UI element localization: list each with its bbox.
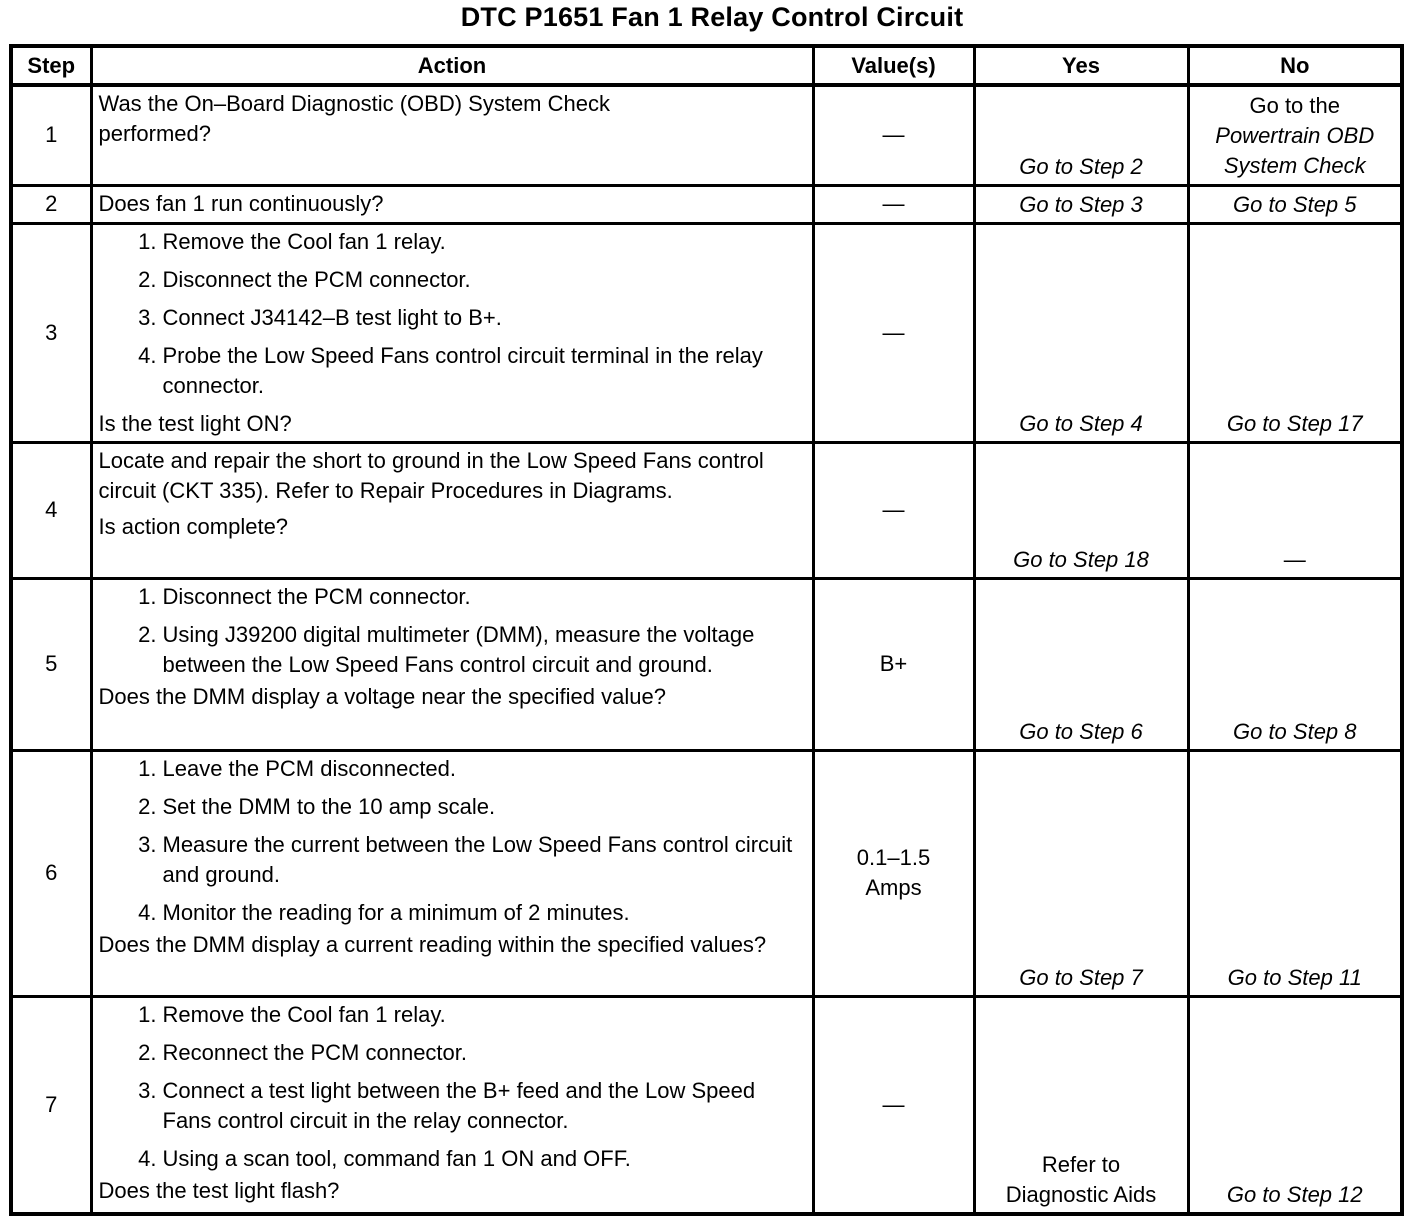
action-cell <box>91 996 813 1214</box>
value-cell: — <box>813 223 974 442</box>
header-step: Step <box>11 46 91 85</box>
action-cell <box>91 442 813 578</box>
list-item: 2. Disconnect the PCM connector. <box>138 266 471 292</box>
table-row <box>11 185 1402 223</box>
yes-cell: Go to Step 7 <box>974 750 1188 996</box>
yes-cell: Go to Step 18 <box>974 442 1188 578</box>
action-cell <box>91 578 813 750</box>
step-number: 5 <box>11 578 91 750</box>
no-cell: — <box>1188 442 1402 578</box>
action-steps <box>99 1000 806 1174</box>
value-cell: — <box>813 442 974 578</box>
table-row <box>11 85 1402 185</box>
action-cell <box>91 750 813 996</box>
list-item: 2. Set the DMM to the 10 amp scale. <box>138 793 496 819</box>
list-item: 4. Monitor the reading for a minimum of 2 minutes. <box>138 899 630 925</box>
no-cell: Go to Step 5 <box>1188 185 1402 223</box>
action-steps <box>99 227 806 401</box>
yes-cell: Refer to Diagnostic Aids <box>974 996 1188 1214</box>
value-cell: B+ <box>813 578 974 750</box>
action-cell <box>91 223 813 442</box>
action-cell <box>91 185 813 223</box>
list-item: 1. Leave the PCM disconnected. <box>138 755 457 781</box>
list-item: 2. Using J39200 digital multimeter (DMM), measure the voltage between the Low Speed Fans control circuit and ground. <box>138 621 755 677</box>
value-cell: — <box>813 996 974 1214</box>
list-item: 3. Connect a test light between the B+ feed and the Low Speed Fans control circuit in the relay connector. <box>138 1077 756 1133</box>
header-yes: Yes <box>974 46 1188 85</box>
header-values: Value(s) <box>813 46 974 85</box>
table-row <box>11 578 1402 750</box>
list-item: 3. Connect J34142–B test light to B+. <box>138 304 502 330</box>
action-question: Does the DMM display a voltage near the specified value? <box>98 683 666 709</box>
table-row <box>11 223 1402 442</box>
step-number: 3 <box>11 223 91 442</box>
header-row <box>11 46 1402 85</box>
action-question: Is action complete? <box>98 513 289 539</box>
yes-cell: Go to Step 4 <box>974 223 1188 442</box>
list-item: 3. Measure the current between the Low Speed Fans control circuit and ground. <box>138 831 793 887</box>
action-text: Does fan 1 run continuously? <box>98 190 384 216</box>
step-number: 2 <box>11 185 91 223</box>
action-steps <box>99 754 806 928</box>
no-link: Powertrain OBD System Check <box>1215 123 1375 178</box>
header-no: No <box>1188 46 1402 85</box>
header-action: Action <box>91 46 813 85</box>
step-number: 7 <box>11 996 91 1214</box>
action-text: Was the On–Board Diagnostic (OBD) System Check performed? <box>98 91 610 146</box>
list-item: 2. Reconnect the PCM connector. <box>138 1039 467 1065</box>
action-text: Locate and repair the short to ground in the Low Speed Fans control circuit (CKT 335). Refer to Repair Procedures in Diagrams. <box>98 447 764 503</box>
table-row <box>11 996 1402 1214</box>
list-item: 4. Probe the Low Speed Fans control circuit terminal in the relay connector. <box>138 342 763 398</box>
diagnostic-table <box>9 44 1404 1216</box>
action-steps <box>99 582 806 680</box>
action-cell <box>91 85 813 185</box>
table-row <box>11 442 1402 578</box>
action-question: Does the test light flash? <box>98 1177 340 1203</box>
step-number: 1 <box>11 85 91 185</box>
step-number: 6 <box>11 750 91 996</box>
yes-cell: Go to Step 6 <box>974 578 1188 750</box>
no-cell: Go to Step 11 <box>1188 750 1402 996</box>
no-cell: Go to Step 12 <box>1188 996 1402 1214</box>
list-item: 4. Using a scan tool, command fan 1 ON and OFF. <box>138 1145 631 1171</box>
table-row <box>11 750 1402 996</box>
page-title: DTC P1651 Fan 1 Relay Control Circuit <box>460 2 964 32</box>
step-number: 4 <box>11 442 91 578</box>
yes-cell: Go to Step 3 <box>974 185 1188 223</box>
action-question: Does the DMM display a current reading within the specified values? <box>98 931 767 957</box>
list-item: 1. Remove the Cool fan 1 relay. <box>138 1001 446 1027</box>
value-cell: — <box>813 85 974 185</box>
no-cell: Go to Step 8 <box>1188 578 1402 750</box>
yes-cell: Go to Step 2 <box>974 85 1188 185</box>
no-text: Go to the <box>1249 93 1340 118</box>
action-question: Is the test light ON? <box>98 410 292 436</box>
no-cell: Go to Step 17 <box>1188 223 1402 442</box>
value-cell: — <box>813 185 974 223</box>
list-item: 1. Disconnect the PCM connector. <box>138 583 471 609</box>
no-cell <box>1188 85 1402 185</box>
value-cell: 0.1–1.5 Amps <box>813 750 974 996</box>
list-item: 1. Remove the Cool fan 1 relay. <box>138 228 446 254</box>
